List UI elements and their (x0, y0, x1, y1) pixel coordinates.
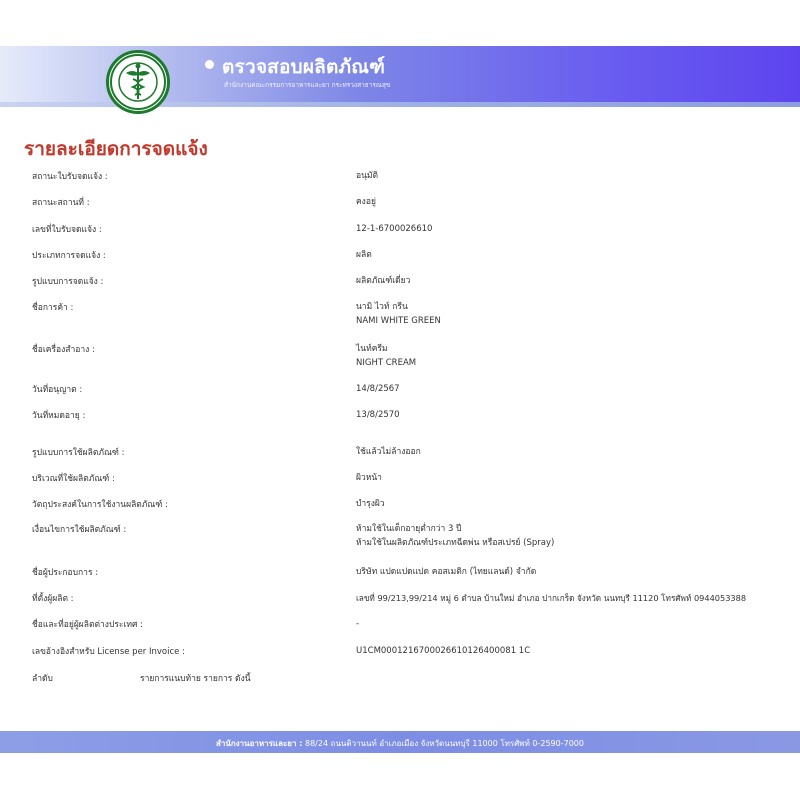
detail-value: 12-1-6700026610 (356, 224, 433, 234)
ministry-seal-icon[interactable] (106, 50, 170, 114)
detail-value: - (356, 619, 360, 629)
page-title: รายละเอียดการจดแจ้ง (24, 138, 208, 160)
detail-value: ผลิต (356, 250, 372, 260)
detail-label: สถานะสถานที่ : (32, 198, 90, 208)
trade-name-english: NAMI WHITE GREEN (356, 316, 441, 326)
detail-value (356, 342, 416, 370)
detail-label: วัตถุประสงค์ในการใช้งานผลิตภัณฑ์ : (32, 500, 168, 510)
detail-label: สถานะใบรับจดแจ้ง : (32, 172, 108, 182)
detail-value (356, 522, 554, 550)
detail-value: 14/8/2567 (356, 384, 400, 394)
detail-label: วันที่อนุญาต : (32, 385, 83, 395)
footer-org: สำนักงานอาหารและยา : (216, 739, 303, 748)
detail-label: ที่ตั้งผู้ผลิต : (32, 594, 74, 604)
detail-label: เงื่อนไขการใช้ผลิตภัณฑ์ : (32, 525, 127, 535)
detail-value: ผลิตภัณฑ์เดี่ยว (356, 276, 411, 286)
condition-line-1: ห้ามใช้ในเด็กอายุต่ำกว่า 3 ปี (356, 524, 462, 534)
footer-contact (0, 737, 800, 750)
cosmetic-name-thai: ไนท์ครีม (356, 344, 388, 354)
detail-value: 13/8/2570 (356, 410, 400, 420)
detail-label: ประเภทการจดแจ้ง : (32, 251, 106, 261)
site-footer (0, 731, 800, 753)
detail-label: เลขอ้างอิงสำหรับ License per Invoice : (32, 647, 185, 657)
detail-label: ชื่อผู้ประกอบการ : (32, 568, 99, 578)
site-subtitle: สำนักงานคณะกรรมการอาหารและยา กระทรวงสาธารณสุข (224, 81, 391, 89)
title-bullet-icon (205, 60, 214, 69)
detail-label: ชื่อเครื่องสำอาง : (32, 345, 95, 355)
detail-label: บริเวณที่ใช้ผลิตภัณฑ์ : (32, 474, 115, 484)
detail-value: U1CM0001216700026610126400081 1C (356, 646, 531, 656)
detail-value (356, 300, 441, 328)
detail-label: วันที่หมดอายุ : (32, 411, 86, 421)
detail-label: เลขที่ใบรับจดแจ้ง : (32, 225, 102, 235)
detail-label: ชื่อการค้า : (32, 303, 74, 313)
cosmetic-name-english: NIGHT CREAM (356, 358, 417, 368)
detail-value: คงอยู่ (356, 197, 376, 207)
detail-label: ชื่อและที่อยู่ผู้ผลิตต่างประเทศ : (32, 620, 143, 630)
trade-name-thai: นามิ ไวท์ กรีน (356, 302, 408, 312)
detail-value: บริษัท แปดแปดแปด คอสเมติก (ไทยแลนด์) จำกัด (356, 567, 537, 577)
detail-value: ใช้แล้วไม่ล้างออก (356, 447, 421, 457)
detail-label: รูปแบบการใช้ผลิตภัณฑ์ : (32, 448, 125, 458)
list-order-label: ลำดับ (32, 674, 53, 684)
list-attachment-text: รายการแนบท้าย รายการ ดังนี้ (140, 674, 251, 684)
detail-value: ผิวหน้า (356, 473, 382, 483)
detail-value: บำรุงผิว (356, 499, 385, 509)
site-title: ตรวจสอบผลิตภัณฑ์ (222, 56, 386, 78)
detail-value: เลขที่ 99/213,99/214 หมู่ 6 ตำบล บ้านใหม่ อำเภอ ปากเกร็ด จังหวัด นนทบุรี 11120 โทรศัพท์ 0944053388 (356, 593, 747, 603)
detail-value: อนุมัติ (356, 171, 379, 181)
condition-line-2: ห้ามใช้ในผลิตภัณฑ์ประเภทฉีดพ่น หรือสเปรย์ (Spray) (356, 538, 555, 548)
detail-label: รูปแบบการจดแจ้ง : (32, 277, 104, 287)
footer-address: 88/24 ถนนติวานนท์ อำเภอเมือง จังหวัดนนทบุรี 11000 โทรศัพท์ 0-2590-7000 (305, 739, 584, 748)
